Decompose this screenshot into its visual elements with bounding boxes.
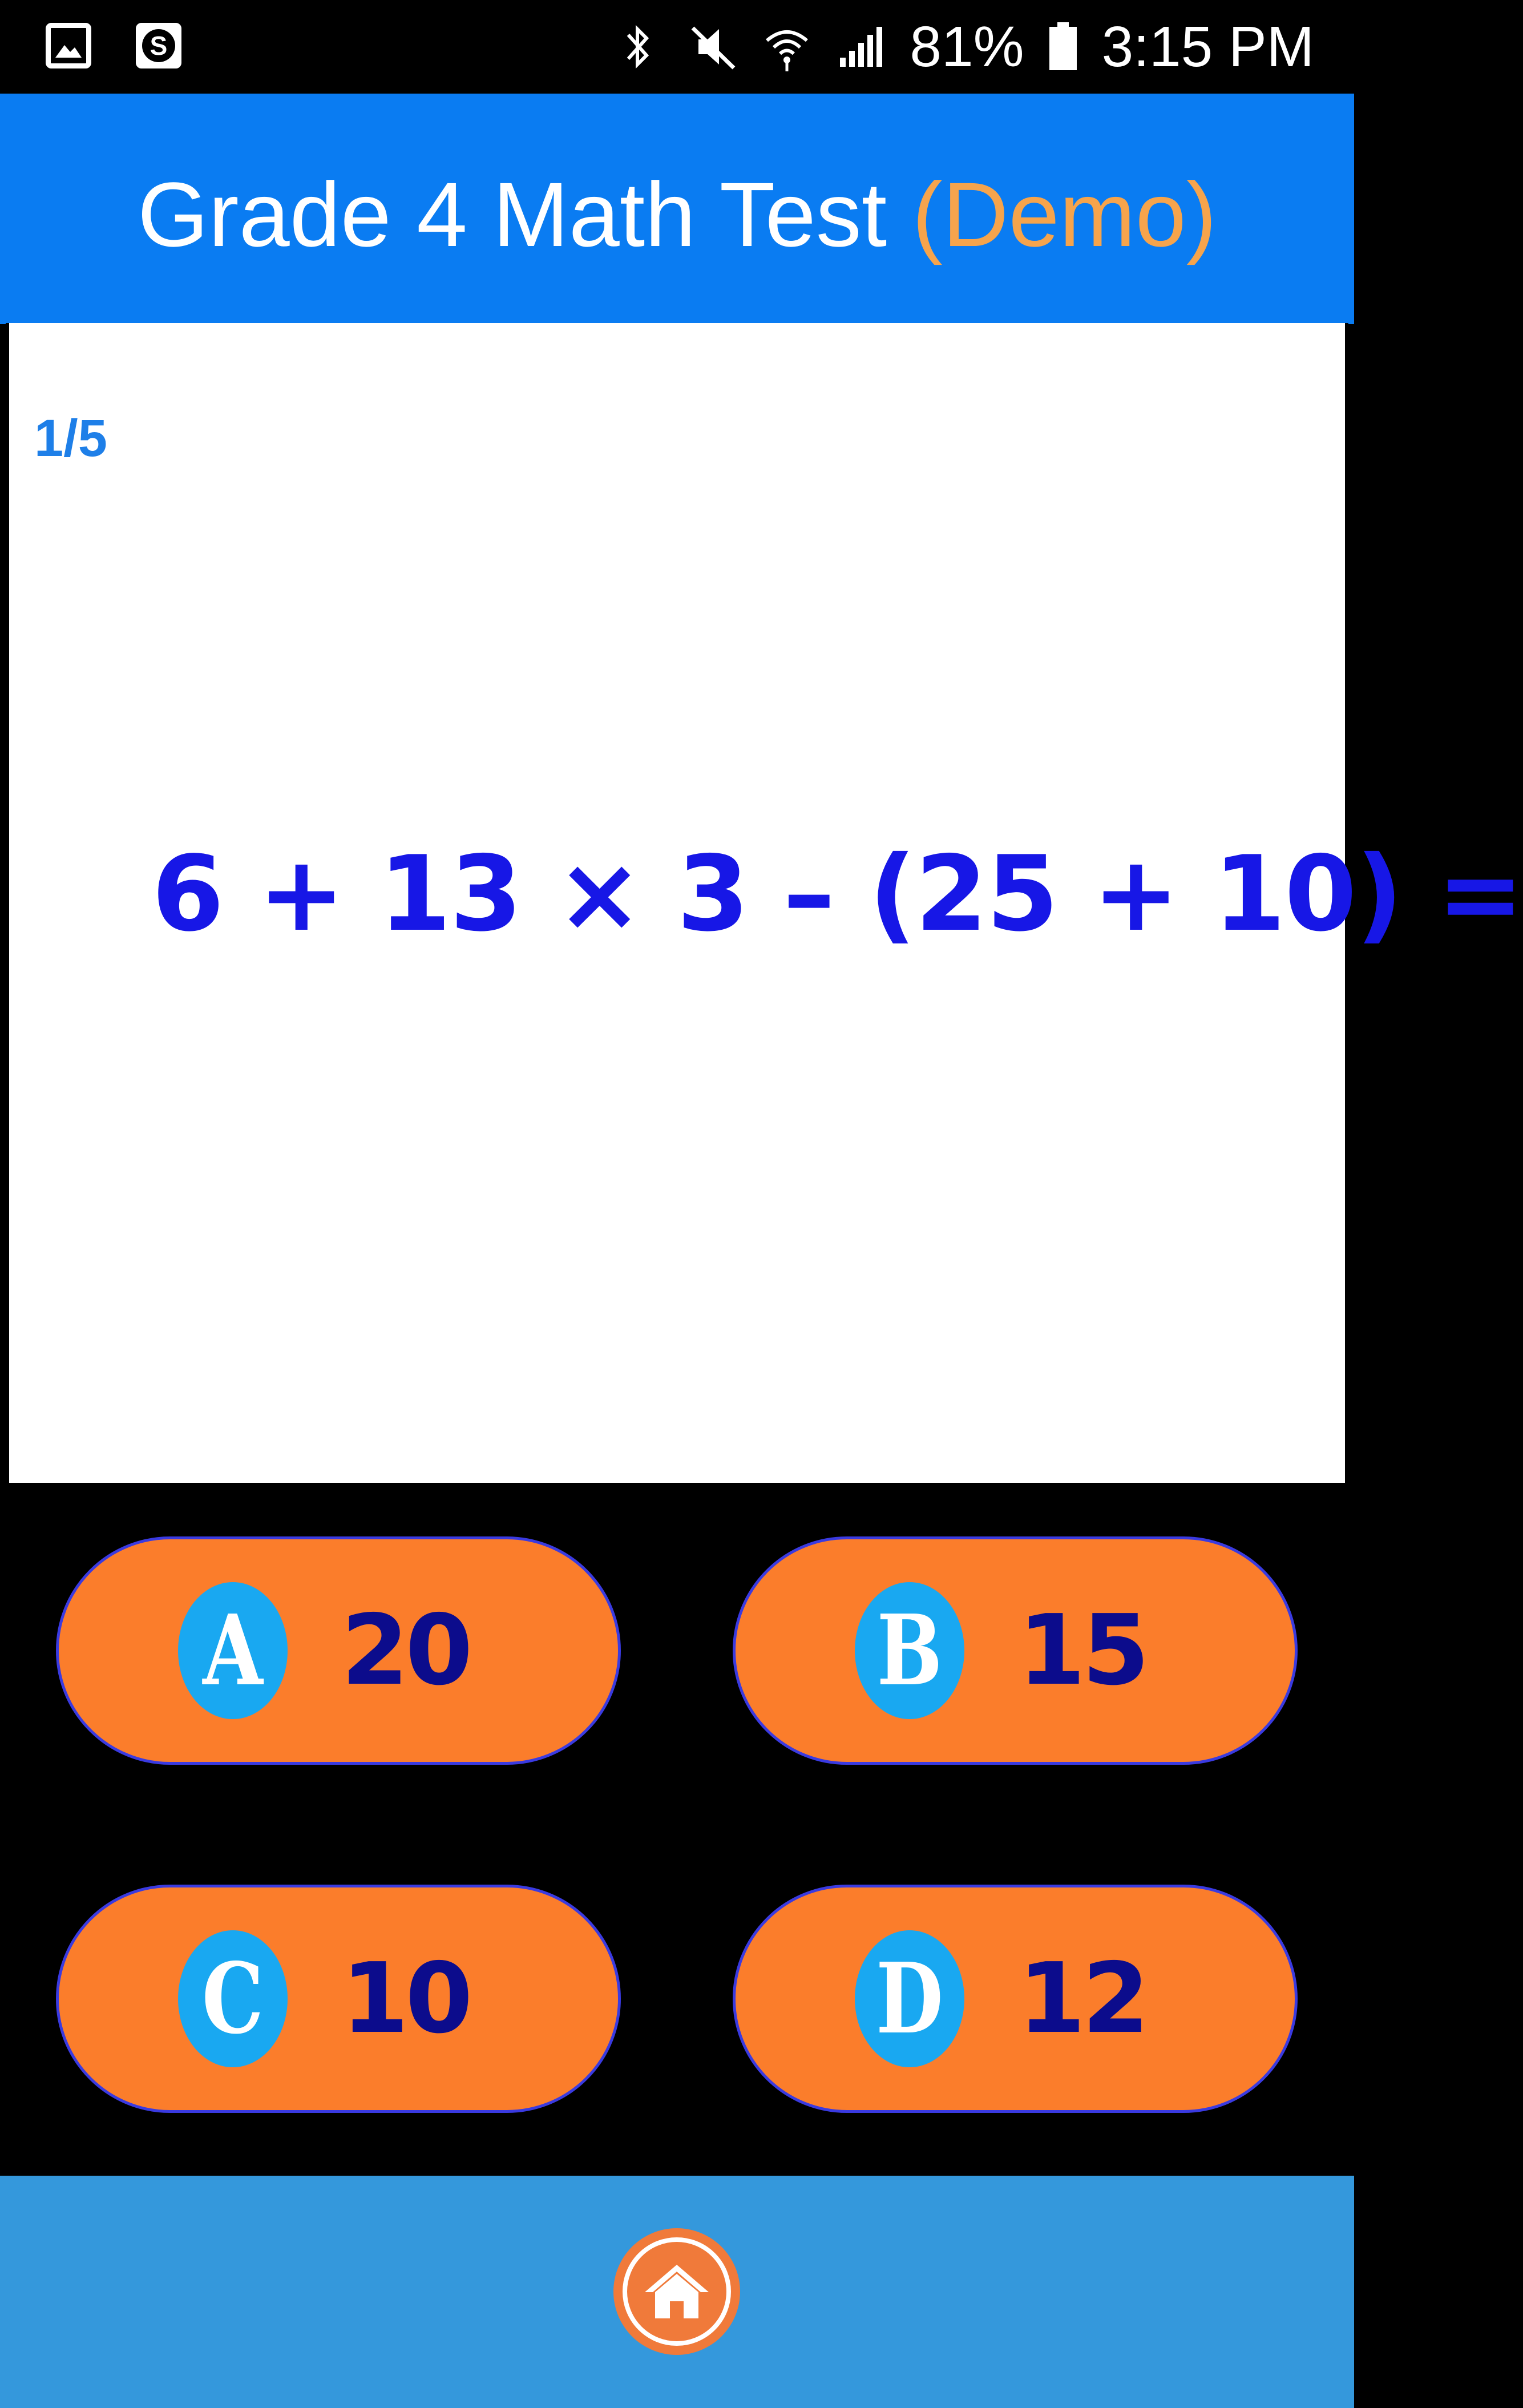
page-title — [138, 162, 1217, 267]
dollar-app-icon: S — [136, 23, 181, 68]
answer-letter-badge: C — [178, 1930, 288, 2067]
answer-letter-badge: D — [855, 1930, 964, 2067]
bluetooth-icon — [613, 21, 664, 72]
answer-letter-badge: B — [855, 1582, 964, 1719]
title-text: Grade 4 Math Test — [137, 163, 887, 265]
home-icon — [643, 2260, 711, 2323]
answer-value: 10 — [341, 1942, 470, 2055]
home-button[interactable] — [613, 2228, 740, 2355]
demo-badge: (Demo) — [912, 163, 1217, 265]
home-button-ring — [623, 2237, 731, 2346]
answer-a-button[interactable] — [56, 1536, 621, 1765]
app-header — [0, 94, 1354, 324]
footer-bar — [0, 2176, 1354, 2408]
answer-value: 15 — [1018, 1594, 1146, 1707]
wifi-icon — [761, 21, 813, 72]
signal-icon — [835, 21, 887, 72]
answer-d-button[interactable] — [733, 1885, 1298, 2113]
answer-value: 12 — [1018, 1942, 1146, 2055]
mute-icon — [687, 21, 738, 72]
answer-letter-badge: A — [178, 1582, 288, 1719]
battery-percent: 81% — [910, 14, 1024, 79]
status-bar — [0, 0, 1354, 94]
answer-c-button[interactable] — [56, 1885, 621, 2113]
gallery-icon — [46, 23, 91, 68]
battery-icon — [1047, 21, 1079, 72]
answer-b-button[interactable] — [733, 1536, 1298, 1765]
question-card — [6, 323, 1523, 1483]
question-progress: 1/5 — [34, 409, 107, 467]
answer-value: 20 — [341, 1594, 470, 1707]
clock: 3:15 PM — [1101, 14, 1314, 79]
question-text: 6 + 13 × 3 – (25 + 10) = — [152, 833, 1523, 954]
